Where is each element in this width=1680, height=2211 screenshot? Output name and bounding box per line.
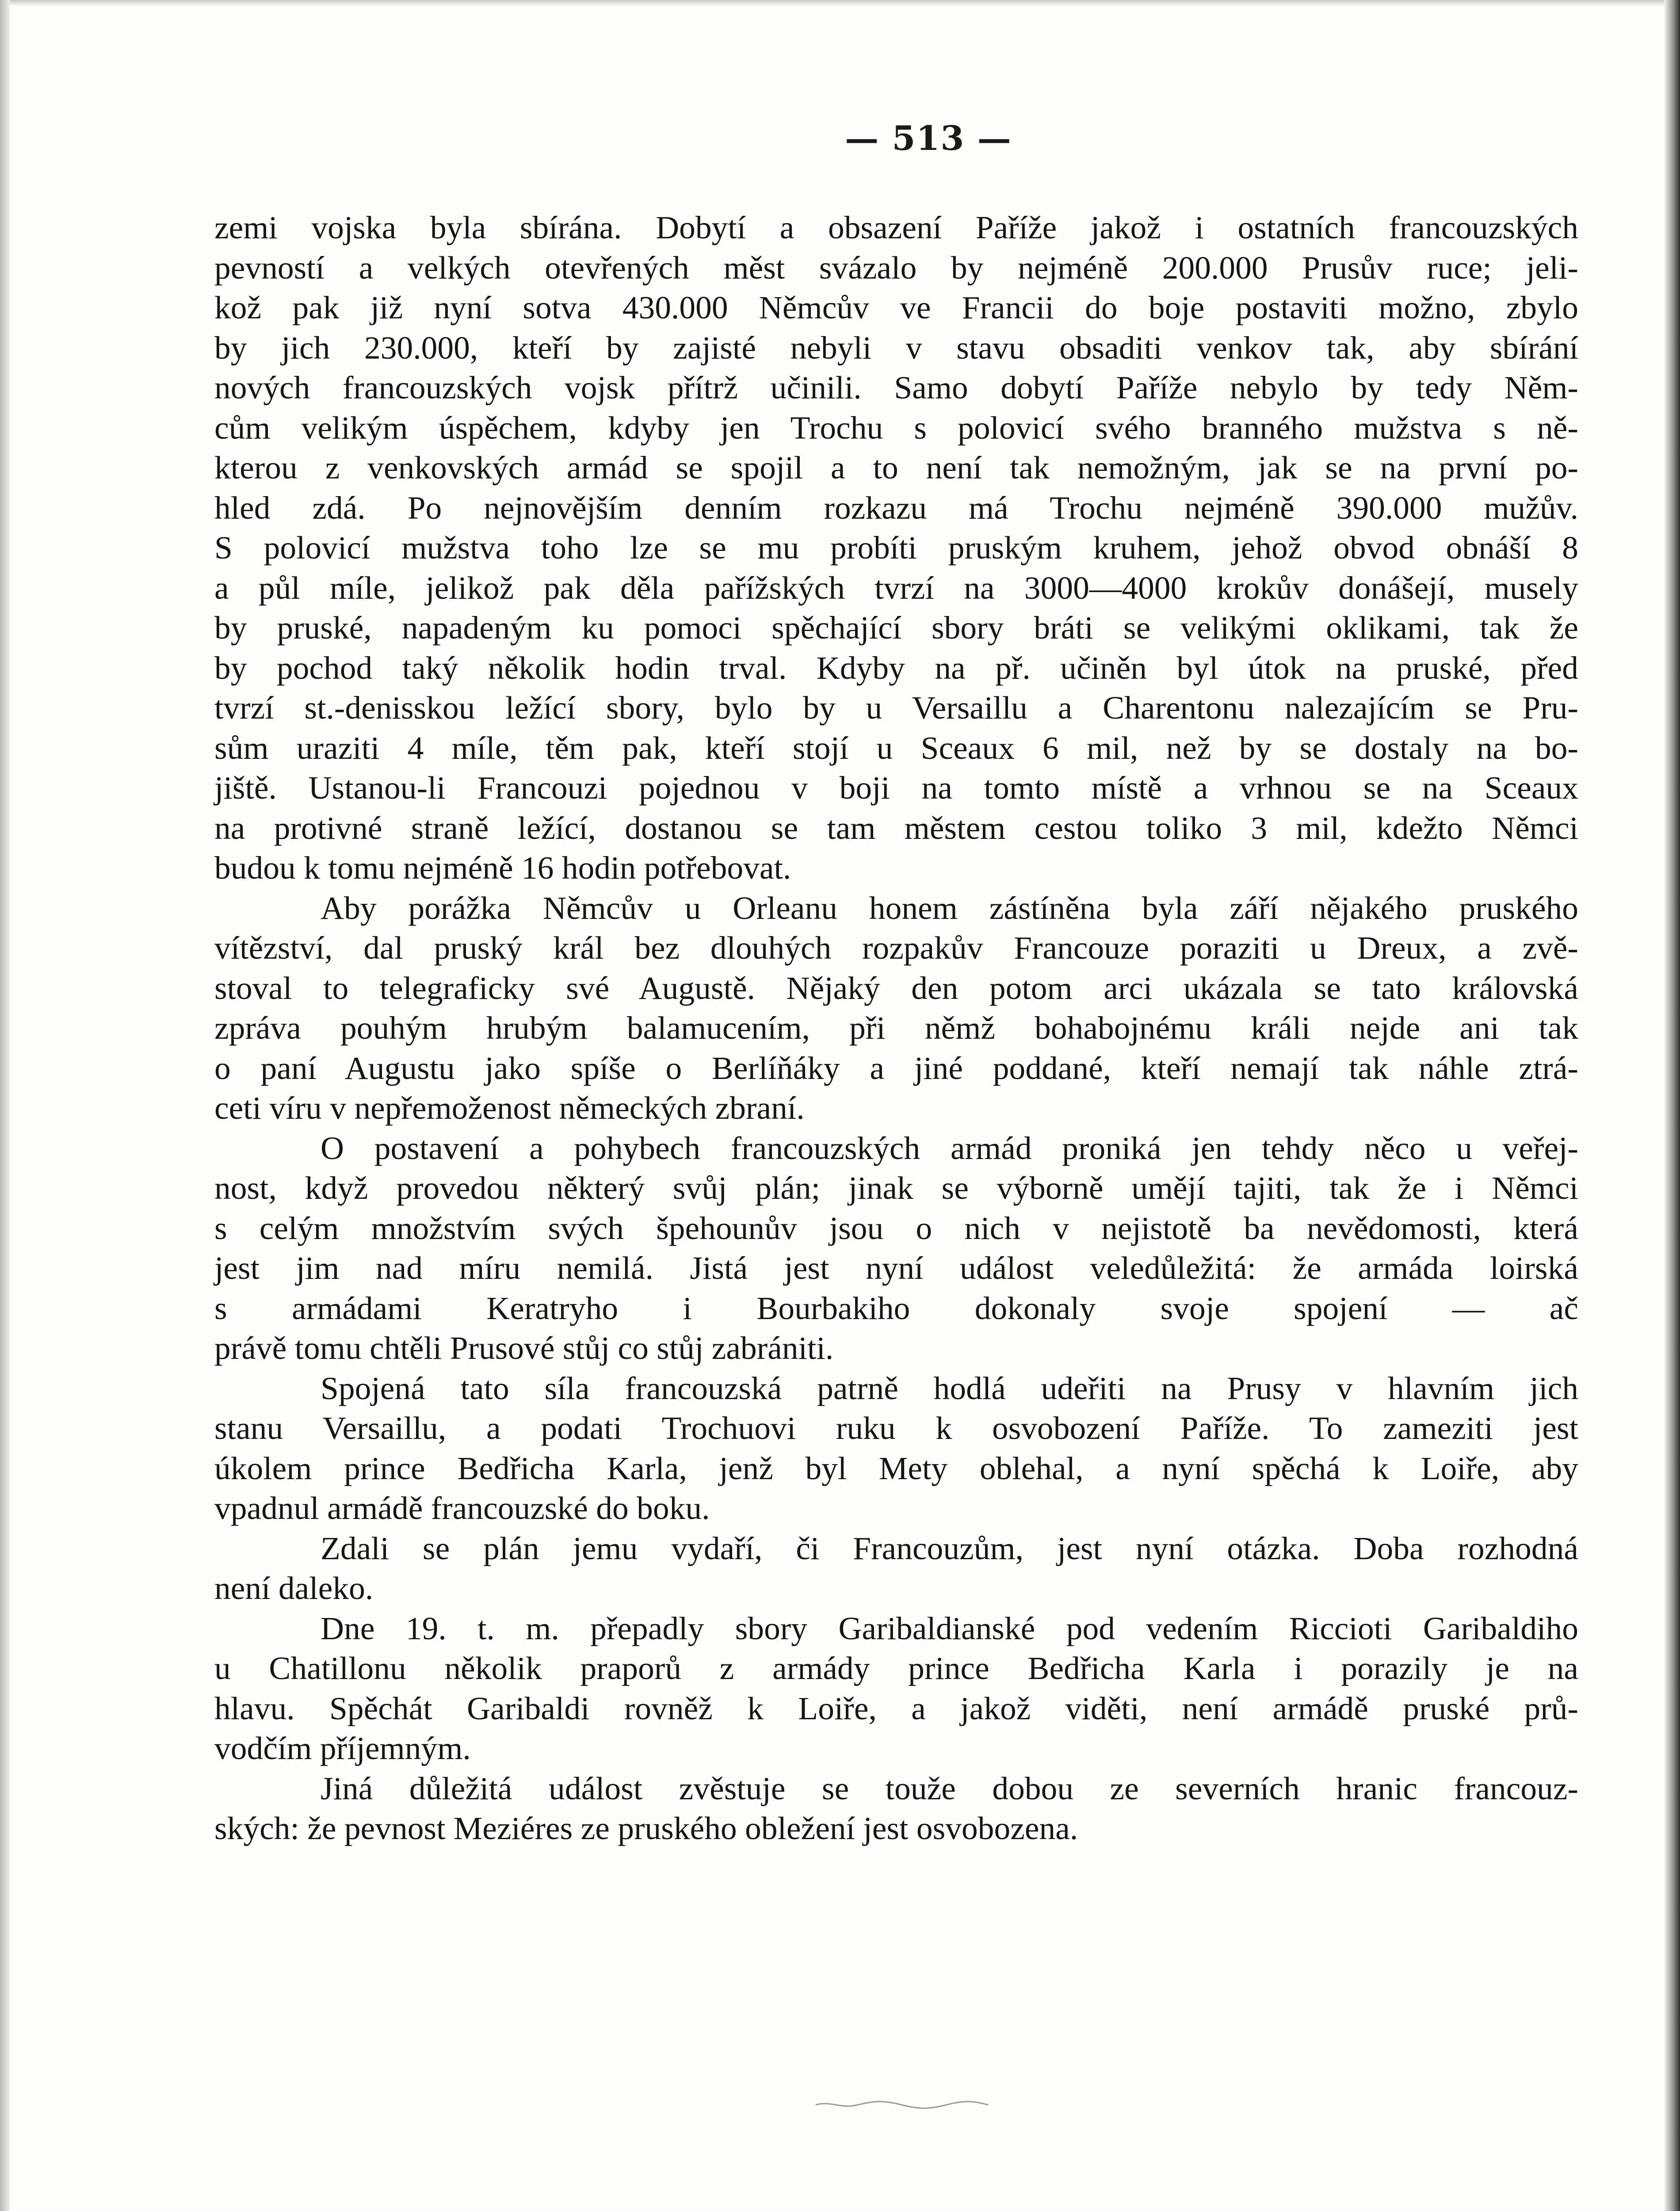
- text-line: Spojená tato síla francouzská patrně hodlá udeřiti na Prusy v hlavním jich: [321, 1370, 1578, 1406]
- text-line: hled zdá. Po nejnovějším denním rozkazu má Trochu nejméně 390.000 mužův.: [214, 490, 1578, 526]
- text-line: stanu Versaillu, a podati Trochuovi ruku k osvobození Paříže. To zameziti jest: [214, 1410, 1578, 1446]
- text-line: cům velikým úspěchem, kdyby jen Trochu s polovicí svého branného mužstva s ně-: [214, 409, 1578, 446]
- text-line: budou k tomu nejméně 16 hodin potřebovat.: [214, 850, 791, 886]
- text-line: ceti víru v nepřemoženost německých zbraní.: [214, 1090, 805, 1126]
- text-line: tvrzí st.-denisskou ležící sbory, bylo by u Versaillu a Charentonu nalezajícím se Pru-: [214, 690, 1578, 726]
- page-left-edge: [0, 0, 10, 2211]
- text-line: pevností a velkých otevřených měst svázalo by nejméně 200.000 Prusův ruce; jeli-: [214, 249, 1578, 286]
- text-line: Zdali se plán jemu vydaří, či Francouzům, jest nyní otázka. Doba rozhodná: [321, 1530, 1578, 1566]
- page-top-edge: [0, 0, 1680, 6]
- text-line: s armádami Keratryho i Bourbakiho dokonaly svoje spojení — ač: [214, 1290, 1578, 1326]
- text-line: vítězství, dal pruský král bez dlouhých rozpakův Francouze poraziti u Dreux, a zvě-: [214, 930, 1578, 966]
- text-line: sům uraziti 4 míle, těm pak, kteří stojí u Sceaux 6 mil, než by se dostaly na bo-: [214, 730, 1578, 766]
- text-line: úkolem prince Bedřicha Karla, jenž byl Mety oblehal, a nyní spěchá k Loiře, aby: [214, 1450, 1578, 1486]
- text-line: a půl míle, jelikož pak děla pařížských tvrzí na 3000—4000 krokův donášejí, musely: [214, 570, 1578, 606]
- text-line: jest jim nad míru nemilá. Jistá jest nyní událost veledůležitá: že armáda loirská: [214, 1250, 1578, 1286]
- text-line: stoval to telegraficky své Augustě. Nějaký den potom arci ukázala se tato královská: [214, 970, 1578, 1006]
- text-line: jiště. Ustanou-li Francouzi pojednou v boji na tomto místě a vrhnou se na Sceaux: [214, 770, 1578, 806]
- text-line: hlavu. Spěchát Garibaldi rovněž k Loiře, a jakož viděti, není armádě pruské prů-: [214, 1690, 1578, 1726]
- text-line: Aby porážka Němcův u Orleanu honem zástíněna byla září nějakého pruského: [321, 890, 1578, 926]
- text-line: by pruské, napadeným ku pomoci spěchající sbory bráti se velikými oklikami, tak že: [214, 610, 1578, 646]
- text-line: na protivné straně ležící, dostanou se tam městem cestou toliko 3 mil, kdežto Němci: [214, 810, 1578, 846]
- text-line: s celým množstvím svých špehounův jsou o nich v nejistotě ba nevědomosti, která: [214, 1210, 1578, 1246]
- text-line: kož pak již nyní sotva 430.000 Němcův ve Francii do boje postaviti možno, zbylo: [214, 290, 1578, 325]
- text-line: Dne 19. t. m. přepadly sbory Garibaldianské pod vedením Riccioti Garibaldiho: [321, 1610, 1578, 1646]
- text-line: kterou z venkovských armád se spojil a to není tak nemožným, jak se na první po-: [214, 450, 1578, 486]
- text-line: Jiná důležitá událost zvěstuje se touže dobou ze severních hranic francouz-: [321, 1770, 1578, 1806]
- page-right-edge: [1664, 0, 1680, 2211]
- text-line: by jich 230.000, kteří by zajisté nebyli v stavu obsaditi venkov tak, aby sbírání: [214, 329, 1578, 366]
- text-line: zpráva pouhým hrubým balamucením, při němž bohabojnému králi nejde ani tak: [214, 1010, 1578, 1046]
- text-line: O postavení a pohybech francouzských armád proniká jen tehdy něco u veřej-: [321, 1130, 1578, 1166]
- text-line: zemi vojska byla sbírána. Dobytí a obsazení Paříže jakož i ostatních francouzských: [214, 210, 1578, 245]
- text-line: u Chatillonu několik praporů z armády prince Bedřicha Karla i porazily je na: [214, 1650, 1578, 1686]
- text-line: vodčím příjemným.: [214, 1730, 471, 1766]
- text-line: o paní Augustu jako spíše o Berlíňáky a jiné poddané, kteří nemají tak náhle ztrá-: [214, 1050, 1578, 1086]
- text-line: není daleko.: [214, 1570, 374, 1606]
- page-number: — 513 —: [845, 119, 1012, 158]
- text-line: nových francouzských vojsk přítrž učinili. Samo dobytí Paříže nebylo by tedy Něm-: [214, 370, 1578, 405]
- text-line: vpadnul armádě francouzské do boku.: [214, 1490, 710, 1526]
- end-ornament: [813, 2098, 990, 2112]
- text-line: S polovicí mužstva toho lze se mu probíti pruským kruhem, jehož obvod obnáší 8: [214, 530, 1578, 566]
- text-line: ských: že pevnost Meziéres ze pruského obležení jest osvobozena.: [214, 1810, 1078, 1846]
- text-line: nost, když provedou některý svůj plán; jinak se výborně umějí tajiti, tak že i Němci: [214, 1170, 1578, 1206]
- article-body: [214, 208, 1578, 1849]
- text-line: právě tomu chtěli Prusové stůj co stůj zabrániti.: [214, 1330, 834, 1366]
- text-line: by pochod taký několik hodin trval. Kdyby na př. učiněn byl útok na pruské, před: [214, 650, 1578, 686]
